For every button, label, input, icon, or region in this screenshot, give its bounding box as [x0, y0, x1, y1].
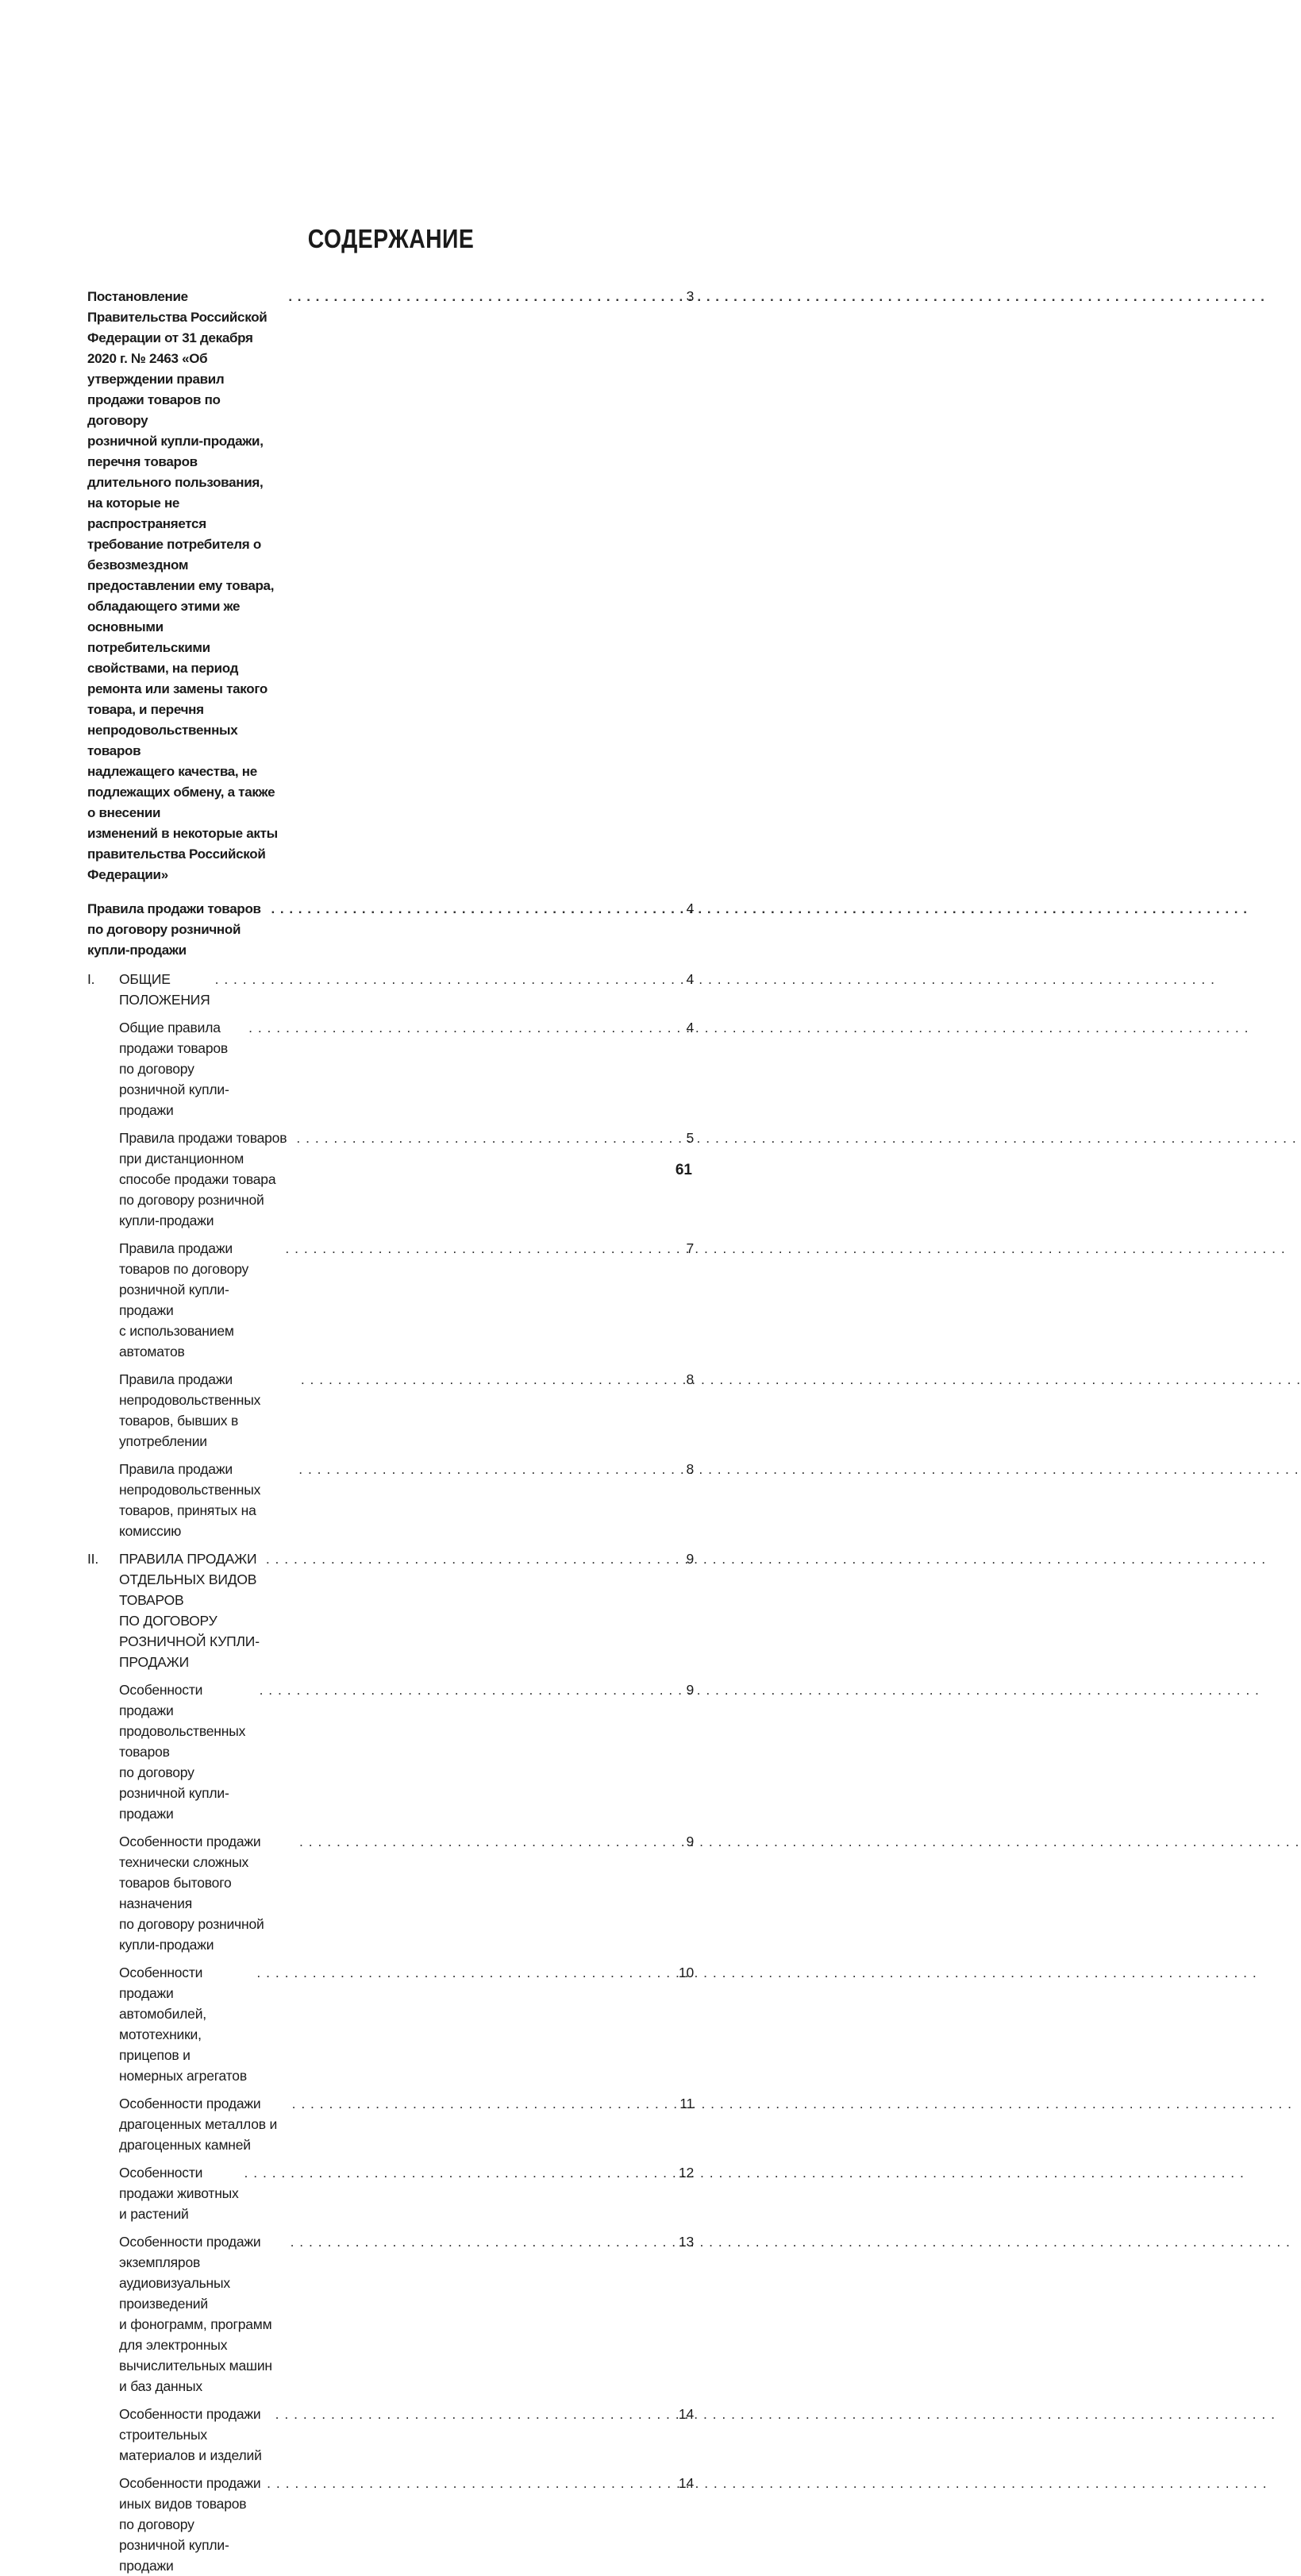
table-of-contents [87, 286, 694, 2576]
leader-dots [275, 2404, 674, 2424]
leader-dots [244, 2162, 674, 2183]
leader-dots [285, 1238, 675, 1259]
toc-page-number: 9 [686, 1682, 694, 1698]
toc-entry-text: Правила продажи товаров при дистанционном способе продажи товара по договору розничной купли-продажи [119, 1130, 287, 1228]
toc-entry-text: Особенности продажи автомобилей, мототехники, прицепов и номерных агрегатов [119, 1965, 247, 2084]
toc-page-number: 4 [686, 971, 694, 987]
leader-dots [299, 1831, 675, 1852]
toc-subentry[interactable] [87, 2473, 694, 2576]
page-title: СОДЕРЖАНИЕ [307, 224, 475, 253]
toc-subentry[interactable] [87, 1459, 694, 1541]
leader-dots [271, 899, 675, 920]
toc-subentry[interactable] [87, 1962, 694, 2086]
toc-entry-text: Общие правила продажи товаров по договору розничной купли-продажи [119, 1020, 229, 1118]
toc-subentry[interactable] [87, 1238, 694, 1362]
leader-dots [215, 969, 675, 989]
toc-entry-text: Особенности продажи строительных материалов и изделий [119, 2406, 262, 2463]
section-number: I. [87, 971, 95, 987]
toc-page-number: 7 [686, 1240, 694, 1256]
toc-subentry[interactable] [87, 1017, 694, 1120]
toc-subentry[interactable] [87, 2404, 694, 2466]
leader-dots [256, 1962, 674, 1983]
toc-subentry[interactable] [87, 1679, 694, 1824]
page-number: 61 [675, 1162, 692, 1178]
toc-entry-text: Правила продажи непродовольственных товаров, бывших в употреблении [119, 1371, 261, 1449]
leader-dots [266, 1548, 675, 1569]
toc-subentry[interactable] [87, 2093, 694, 2155]
toc-entry-text: Правила продажи товаров по договору розничной купли-продажи [87, 901, 261, 958]
section-number: II. [87, 1551, 98, 1567]
toc-entry-text: Постановление Правительства Российской Федерации от 31 декабря 2020 г. № 2463 «Об утверждении правил продажи товаров по договору розничной купли-продажи, перечня товаров длительного пользования, на которые не распространяется требование потребителя о безвозмездном предоставлении ему товара, обладающего этими же основными потребительскими свойствами, на период ремонта или замены такого товара, и перечня непродовольственных товаров надлежащего качества, не подлежащих обмену, а также о внесении изменений в некоторые акты правительства Российской Федерации» [87, 289, 278, 882]
toc-page-number: 9 [686, 1551, 694, 1567]
leader-dots [291, 2231, 674, 2252]
toc-page-number: 4 [686, 1020, 694, 1035]
leader-dots [260, 1679, 675, 1700]
toc-page-number: 8 [686, 1461, 694, 1477]
toc-entry-text: Особенности продажи иных видов товаров по договору розничной купли-продажи [119, 2475, 261, 2574]
leader-dots [248, 1017, 675, 1038]
leader-dots [298, 1459, 675, 1479]
toc-entry-text: Особенности продажи продовольственных товаров по договору розничной купли-продажи [119, 1682, 246, 1822]
toc-section-2[interactable] [87, 1548, 694, 1672]
toc-page-number: 11 [679, 2096, 694, 2111]
toc-subentry[interactable] [87, 1831, 694, 1955]
toc-entry-rules[interactable] [87, 898, 694, 961]
toc-section-1[interactable] [87, 969, 694, 1010]
toc-entry-text: Особенности продажи технически сложных товаров бытового назначения по договору розничной купли-продажи [119, 1834, 264, 1953]
leader-dots [267, 2473, 674, 2493]
toc-entry-text: Правила продажи непродовольственных товаров, принятых на комиссию [119, 1461, 261, 1539]
toc-entry-text: Правила продажи товаров по договору розничной купли-продажи с использованием автоматов [119, 1240, 249, 1359]
toc-subentry[interactable] [87, 1128, 694, 1231]
toc-page-number: 3 [686, 288, 694, 304]
toc-entry-text: Особенности продажи драгоценных металлов и драгоценных камней [119, 2096, 278, 2153]
toc-page-number: 4 [686, 900, 694, 916]
toc-entry-text: ОБЩИЕ ПОЛОЖЕНИЯ [119, 971, 210, 1008]
toc-subentry[interactable] [87, 1369, 694, 1452]
toc-page-number: 8 [686, 1371, 694, 1387]
toc-page-number: 12 [678, 2165, 694, 2181]
toc-page-number: 14 [678, 2475, 694, 2491]
toc-entry-decree[interactable] [87, 286, 694, 885]
leader-dots [301, 1369, 675, 1390]
leader-dots [288, 287, 675, 307]
toc-page-number: 14 [678, 2406, 694, 2422]
toc-entry-text: ПРАВИЛА ПРОДАЖИ ОТДЕЛЬНЫХ ВИДОВ ТОВАРОВ ПО ДОГОВОРУ РОЗНИЧНОЙ КУПЛИ-ПРОДАЖИ [119, 1551, 260, 1670]
toc-page-number: 9 [686, 1834, 694, 1849]
toc-subentry[interactable] [87, 2162, 694, 2224]
toc-page-number: 10 [678, 1965, 694, 1980]
leader-dots [296, 1128, 675, 1148]
toc-entry-text: Особенности продажи экземпляров аудиовизуальных произведений и фонограмм, программ для электронных вычислительных машин и баз данных [119, 2234, 272, 2394]
leader-dots [292, 2093, 675, 2114]
toc-subentry[interactable] [87, 2231, 694, 2397]
toc-page-number: 13 [678, 2234, 694, 2250]
toc-entry-text: Особенности продажи животных и растений [119, 2165, 239, 2222]
toc-page-number: 5 [686, 1130, 694, 1146]
